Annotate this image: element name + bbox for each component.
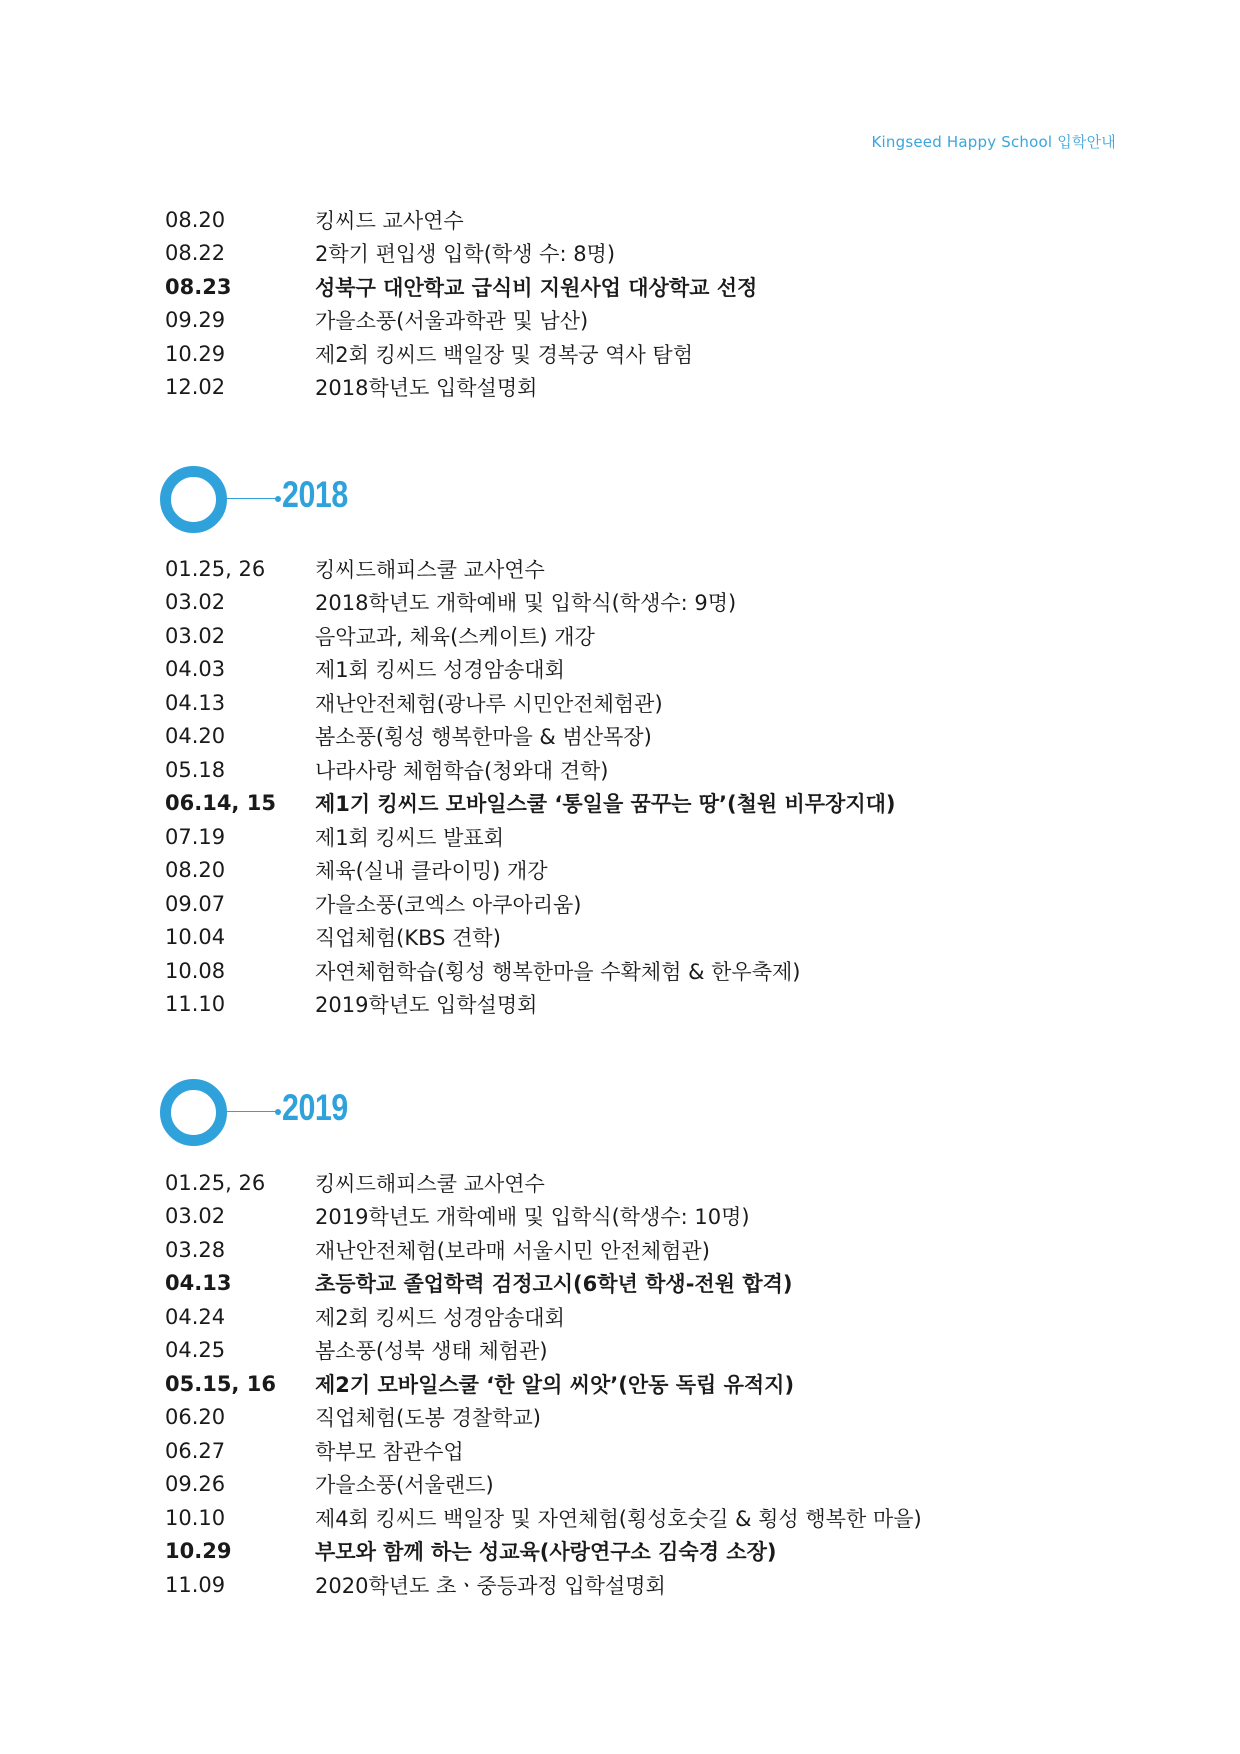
event-desc: 2018학년도 개학예배 및 입학식(학생수: 9명) [315,591,737,616]
event-row [165,954,1065,988]
event-row [165,1468,1065,1502]
event-desc: 제2회 킹씨드 백일장 및 경복궁 역사 탐험 [315,342,693,367]
event-row [165,1535,1065,1569]
timeline-2018 [165,552,1065,1021]
event-date: 01.25, 26 [165,1170,266,1195]
event-desc: 봄소풍(성북 생태 체험관) [315,1339,548,1364]
event-date: 08.20 [165,207,226,232]
event-date: 09.07 [165,891,226,916]
event-date: 05.15, 16 [165,1371,276,1396]
event-desc: 2019학년도 개학예배 및 입학식(학생수: 10명) [315,1205,750,1230]
event-row [165,1166,1065,1200]
event-desc: 2018학년도 입학설명회 [315,376,538,401]
event-date: 11.09 [165,1572,226,1597]
event-row [165,1300,1065,1334]
event-date: 01.25, 26 [165,556,266,581]
event-row [165,270,1065,304]
event-date: 05.18 [165,757,226,782]
event-desc: 재난안전체험(보라매 서울시민 안전체험관) [315,1238,710,1263]
event-desc: 제1기 킹씨드 모바일스쿨 ‘통일을 꿈꾸는 땅’(철원 비무장지대) [315,792,896,817]
event-date: 10.08 [165,958,226,983]
event-date: 04.25 [165,1338,226,1363]
event-row [165,586,1065,620]
event-date: 04.13 [165,690,226,715]
event-desc: 학부모 참관수업 [315,1439,464,1464]
year-heading: 2019 [282,1087,348,1128]
event-row [165,1434,1065,1468]
event-row [165,921,1065,955]
event-desc: 재난안전체험(광나루 시민안전체험관) [315,691,663,716]
event-date: 11.10 [165,992,226,1017]
event-date: 12.02 [165,375,226,400]
event-desc: 제1회 킹씨드 발표회 [315,825,504,850]
event-row [165,787,1065,821]
connector-dot-icon [275,1109,281,1115]
event-desc: 성북구 대안학교 급식비 지원사업 대상학교 선정 [315,275,758,300]
event-desc: 봄소풍(횡성 행복한마을 & 범산목장) [315,725,652,750]
event-row [165,237,1065,271]
event-date: 04.20 [165,724,226,749]
event-desc: 자연체험학습(횡성 행복한마을 수확체험 & 한우축제) [315,959,801,984]
year-marker-2018 [158,462,558,534]
event-row [165,720,1065,754]
event-desc: 가을소풍(코엑스 아쿠아리움) [315,892,582,917]
event-row [165,619,1065,653]
event-row [165,1568,1065,1602]
timeline-2019 [165,1166,1065,1602]
event-row [165,1334,1065,1368]
event-row [165,337,1065,371]
event-desc: 나라사랑 체험학습(청와대 견학) [315,758,609,783]
event-row [165,1267,1065,1301]
event-row [165,820,1065,854]
event-desc: 킹씨드 교사연수 [315,208,464,233]
event-date: 03.02 [165,590,226,615]
event-date: 10.29 [165,341,226,366]
event-row [165,854,1065,888]
event-row [165,988,1065,1022]
event-row [165,887,1065,921]
event-desc: 2020학년도 초ㆍ중등과정 입학설명회 [315,1573,666,1598]
event-date: 04.13 [165,1271,232,1296]
event-date: 03.28 [165,1237,226,1262]
event-date: 10.29 [165,1539,232,1564]
year-marker-2019 [158,1075,558,1147]
event-row [165,753,1065,787]
event-desc: 직업체험(도봉 경찰학교) [315,1406,541,1431]
event-desc: 제4회 킹씨드 백일장 및 자연체험(횡성호숫길 & 횡성 행복한 마을) [315,1506,922,1531]
event-desc: 직업체험(KBS 견학) [315,926,501,951]
event-date: 08.22 [165,241,226,266]
event-desc: 부모와 함께 하는 성교육(사랑연구소 김숙경 소장) [315,1540,777,1565]
event-desc: 가을소풍(서울랜드) [315,1473,494,1498]
event-date: 04.03 [165,657,226,682]
event-desc: 2학기 편입생 입학(학생 수: 8명) [315,242,616,267]
event-date: 09.29 [165,308,226,333]
connector-line [225,1111,277,1112]
event-date: 08.20 [165,858,226,883]
timeline-2017 [165,203,1065,404]
event-row [165,203,1065,237]
event-date: 03.02 [165,623,226,648]
year-heading: 2018 [282,474,348,515]
event-date: 03.02 [165,1204,226,1229]
event-row [165,653,1065,687]
event-desc: 가을소풍(서울과학관 및 남산) [315,309,589,334]
event-row [165,1200,1065,1234]
ring-icon [160,466,227,533]
event-desc: 제2기 모바일스쿨 ‘한 알의 씨앗’(안동 독립 유적지) [315,1372,795,1397]
event-date: 08.23 [165,274,232,299]
event-date: 06.27 [165,1438,226,1463]
event-desc: 음악교과, 체육(스케이트) 개강 [315,624,595,649]
connector-dot-icon [275,496,281,502]
event-date: 07.19 [165,824,226,849]
event-date: 06.20 [165,1405,226,1430]
event-date: 10.10 [165,1505,226,1530]
page-header: Kingseed Happy School 입학안내 [871,133,1116,151]
event-desc: 제2회 킹씨드 성경암송대회 [315,1305,565,1330]
event-desc: 2019학년도 입학설명회 [315,993,538,1018]
event-row [165,1401,1065,1435]
event-row [165,304,1065,338]
event-desc: 체육(실내 클라이밍) 개강 [315,859,548,884]
event-desc: 킹씨드해피스쿨 교사연수 [315,1171,545,1196]
ring-icon [160,1079,227,1146]
event-row [165,686,1065,720]
connector-line [225,498,277,499]
event-date: 09.26 [165,1472,226,1497]
event-desc: 초등학교 졸업학력 검정고시(6학년 학생-전원 합격) [315,1272,793,1297]
event-date: 04.24 [165,1304,226,1329]
event-row [165,371,1065,405]
event-desc: 킹씨드해피스쿨 교사연수 [315,557,545,582]
event-row [165,1367,1065,1401]
event-row [165,1233,1065,1267]
event-desc: 제1회 킹씨드 성경암송대회 [315,658,565,683]
event-date: 06.14, 15 [165,791,276,816]
event-row [165,1501,1065,1535]
event-row [165,552,1065,586]
event-date: 10.04 [165,925,226,950]
